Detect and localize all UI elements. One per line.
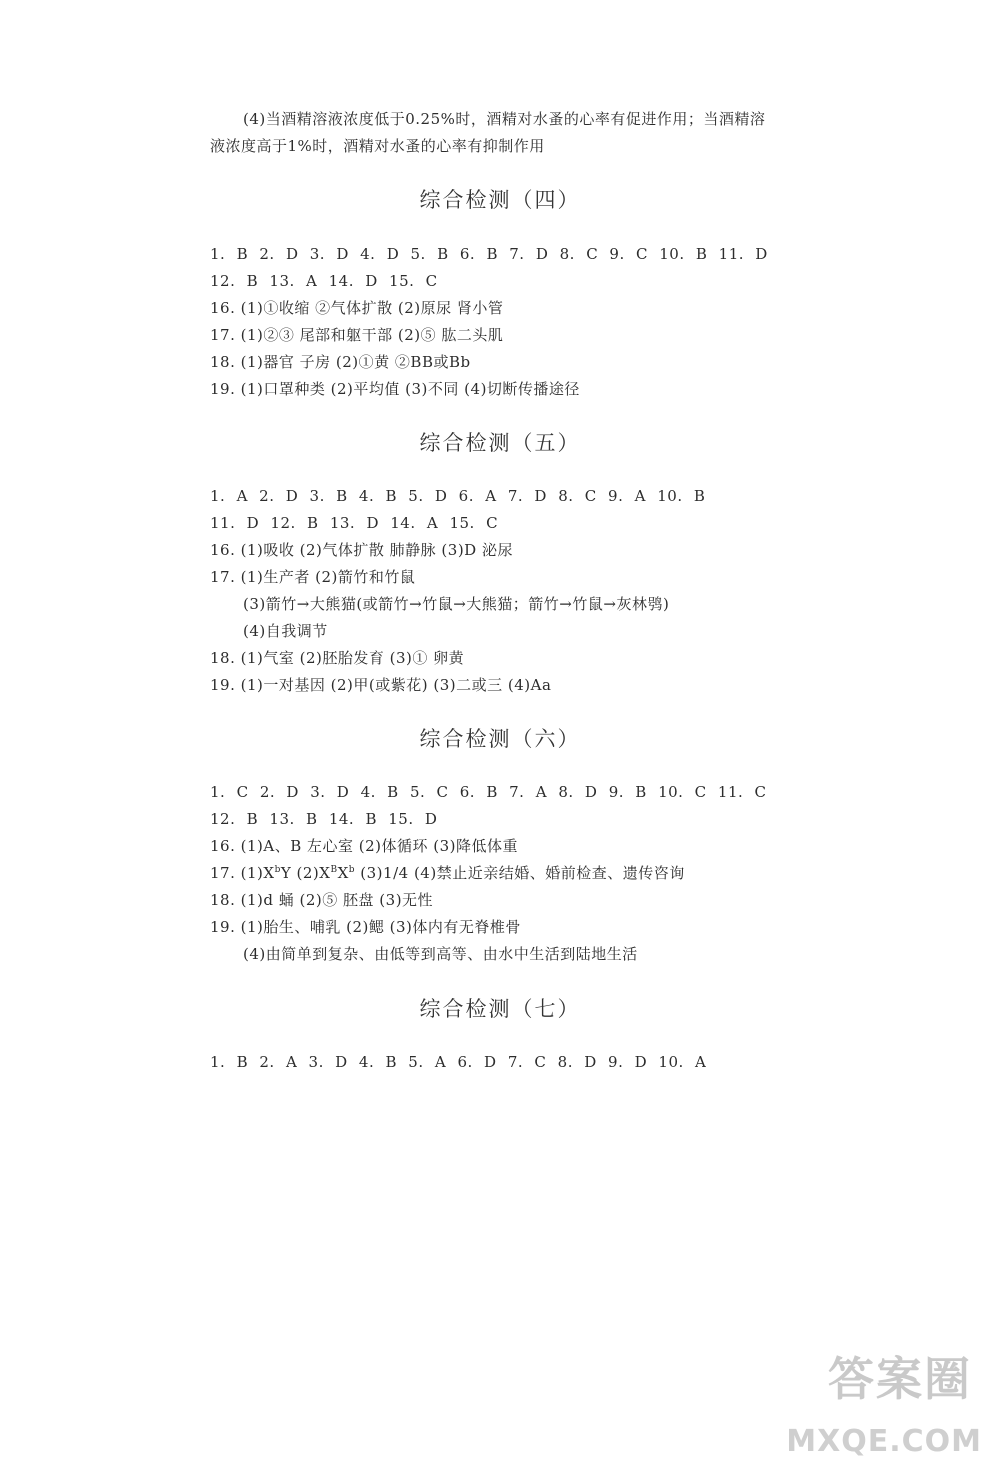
section-title-5: 综合检测（五） <box>419 431 581 455</box>
s4-mcq-line-1: 1. B 2. D 3. D 4. D 5. B 6. B 7. D 8. C 9. C 10. B 11. D <box>210 245 768 263</box>
s5-mcq-line-2: 11. D 12. B 13. D 14. A 15. C <box>210 514 499 532</box>
s6-q17-part: X <box>337 864 349 882</box>
s6-q17 <box>210 863 685 883</box>
s7-mcq-line-1: 1. B 2. A 3. D 4. B 5. A 6. D 7. C 8. D 9. D 10. A <box>210 1053 707 1071</box>
s4-q18: 18. (1)器官 子房 (2)①黄 ②BB或Bb <box>210 353 471 371</box>
s4-q19: 19. (1)口罩种类 (2)平均值 (3)不同 (4)切断传播途径 <box>210 380 580 398</box>
s6-q17-part: (3)1/4 (4)禁止近亲结婚、婚前检查、遗传咨询 <box>355 864 685 882</box>
s5-q19: 19. (1)一对基因 (2)甲(或紫花) (3)二或三 (4)Aa <box>210 676 552 694</box>
watermark-logo-text: 答案圈 <box>828 1352 972 1406</box>
s5-q16: 16. (1)吸收 (2)气体扩散 肺静脉 (3)D 泌尿 <box>210 541 513 559</box>
s5-q17-b: (3)箭竹→大熊猫(或箭竹→竹鼠→大熊猫；箭竹→竹鼠→灰林鸮) <box>243 595 670 613</box>
s6-q19-b: (4)由简单到复杂、由低等到高等、由水中生活到陆地生活 <box>243 945 638 963</box>
intro-line-2: 液浓度高于1%时，酒精对水蚤的心率有抑制作用 <box>210 137 545 155</box>
intro-line-1: (4)当酒精溶液浓度低于0.25%时，酒精对水蚤的心率有促进作用；当酒精溶 <box>243 110 766 128</box>
s6-q17-sup: b <box>348 865 356 875</box>
watermark-url-text: MXQE.COM <box>786 1424 982 1459</box>
s5-mcq-line-1: 1. A 2. D 3. B 4. B 5. D 6. A 7. D 8. C 9. A 10. B <box>210 487 706 505</box>
s4-q16: 16. (1)①收缩 ②气体扩散 (2)原尿 肾小管 <box>210 299 504 317</box>
s6-q16: 16. (1)A、B 左心室 (2)体循环 (3)降低体重 <box>210 837 519 855</box>
section-title-6: 综合检测（六） <box>419 727 581 751</box>
s6-mcq-line-2: 12. B 13. B 14. B 15. D <box>210 810 438 828</box>
s6-q18: 18. (1)d 蛹 (2)⑤ 胚盘 (3)无性 <box>210 891 434 909</box>
s6-mcq-line-1: 1. C 2. D 3. D 4. B 5. C 6. B 7. A 8. D 9. B 10. C 11. C <box>210 783 767 801</box>
s4-mcq-line-2: 12. B 13. A 14. D 15. C <box>210 272 438 290</box>
s5-q17-a: 17. (1)生产者 (2)箭竹和竹鼠 <box>210 568 416 586</box>
s6-q17-part: 17. (1)X <box>210 864 275 882</box>
s6-q17-sup: b <box>274 865 281 875</box>
s6-q19-a: 19. (1)胎生、哺乳 (2)鳃 (3)体内有无脊椎骨 <box>210 918 521 936</box>
s6-q17-sup: B <box>330 865 338 875</box>
s5-q18: 18. (1)气室 (2)胚胎发育 (3)① 卵黄 <box>210 649 465 667</box>
site-watermark <box>782 1343 982 1463</box>
s5-q17-c: (4)自我调节 <box>243 622 328 640</box>
s4-q17: 17. (1)②③ 尾部和躯干部 (2)⑤ 肱二头肌 <box>210 326 504 344</box>
s6-q17-part: Y (2)X <box>280 864 331 882</box>
section-title-4: 综合检测（四） <box>419 188 581 212</box>
section-title-7: 综合检测（七） <box>419 997 581 1021</box>
